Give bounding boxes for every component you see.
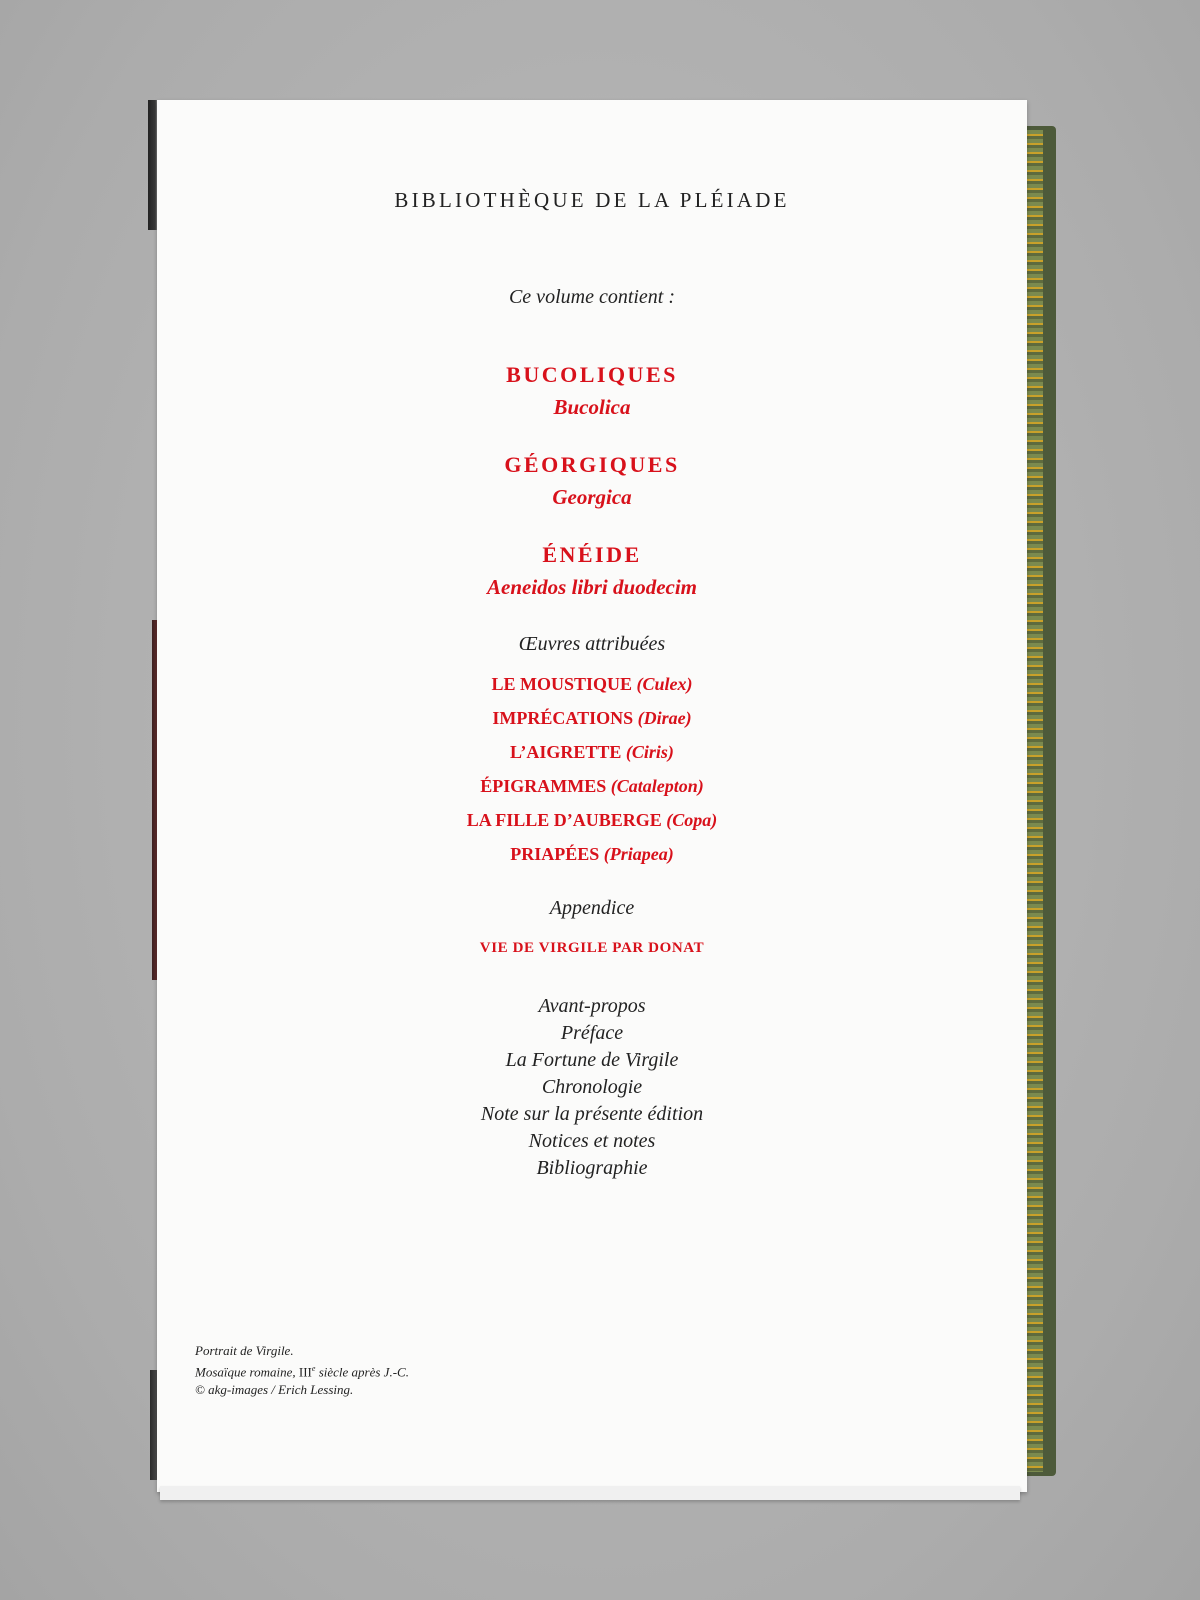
front-matter-item: Note sur la présente édition: [480, 1103, 704, 1125]
appendix-item: VIE DE VIRGILE PAR DONAT: [479, 940, 705, 956]
work-title: GÉORGIQUES: [504, 452, 680, 477]
attributed-work: [157, 742, 1027, 763]
appendix-heading: Appendice: [549, 897, 635, 919]
attributed-work: [157, 708, 1027, 729]
attributed-work: [157, 844, 1027, 865]
attributed-work-latin: (Dirae): [637, 708, 692, 728]
attributed-work-title: LE MOUSTIQUE: [491, 674, 633, 694]
attributed-work-title: IMPRÉCATIONS: [492, 708, 634, 728]
attributed-work: [157, 776, 1027, 797]
attributed-work-latin: (Culex): [636, 674, 693, 694]
credit-line: [195, 1360, 409, 1381]
front-matter-item: La Fortune de Virgile: [505, 1049, 679, 1071]
front-matter-item: Préface: [560, 1022, 624, 1044]
work-title: ÉNÉIDE: [542, 542, 642, 567]
attributed-work-latin: (Catalepton): [610, 776, 704, 796]
image-credit: [195, 1342, 409, 1399]
attributed-work-title: LA FILLE D’AUBERGE: [466, 810, 662, 830]
attributed-work-latin: (Ciris): [625, 742, 674, 762]
credit-century-sup: e: [311, 1364, 316, 1373]
attributed-work-latin: (Copa): [666, 810, 718, 830]
work-title: BUCOLIQUES: [506, 362, 678, 387]
front-matter-item: Bibliographie: [536, 1157, 648, 1179]
work-latin-title: Aeneidos libri duodecim: [487, 575, 697, 599]
credit-line: © akg-images / Erich Lessing.: [195, 1382, 354, 1398]
front-matter-list: [157, 993, 1027, 1182]
front-matter-item: Notices et notes: [528, 1130, 656, 1152]
front-matter-item: Avant-propos: [538, 995, 646, 1017]
attributed-work: [157, 810, 1027, 831]
attributed-work: [157, 674, 1027, 695]
attributed-work-title: ÉPIGRAMMES: [480, 776, 607, 796]
credit-line: Portrait de Virgile.: [195, 1343, 294, 1358]
attributed-work-latin: (Priapea): [603, 844, 674, 864]
work-latin-title: Bucolica: [553, 395, 631, 419]
case-text: [157, 100, 1027, 1492]
attributed-heading: Œuvres attribuées: [518, 633, 666, 655]
credit-century: III: [298, 1364, 312, 1380]
credit-text: siècle après J.-C.: [318, 1364, 409, 1380]
work-latin-title: Georgica: [552, 485, 632, 509]
front-matter-item: Chronologie: [541, 1076, 643, 1098]
attributed-work-title: PRIAPÉES: [510, 844, 600, 864]
attributed-work-title: L’AIGRETTE: [510, 742, 622, 762]
credit-text: Mosaïque romaine,: [195, 1364, 296, 1380]
series-title: BIBLIOTHÈQUE DE LA PLÉIADE: [394, 188, 790, 212]
contents-intro: Ce volume contient :: [508, 286, 676, 308]
